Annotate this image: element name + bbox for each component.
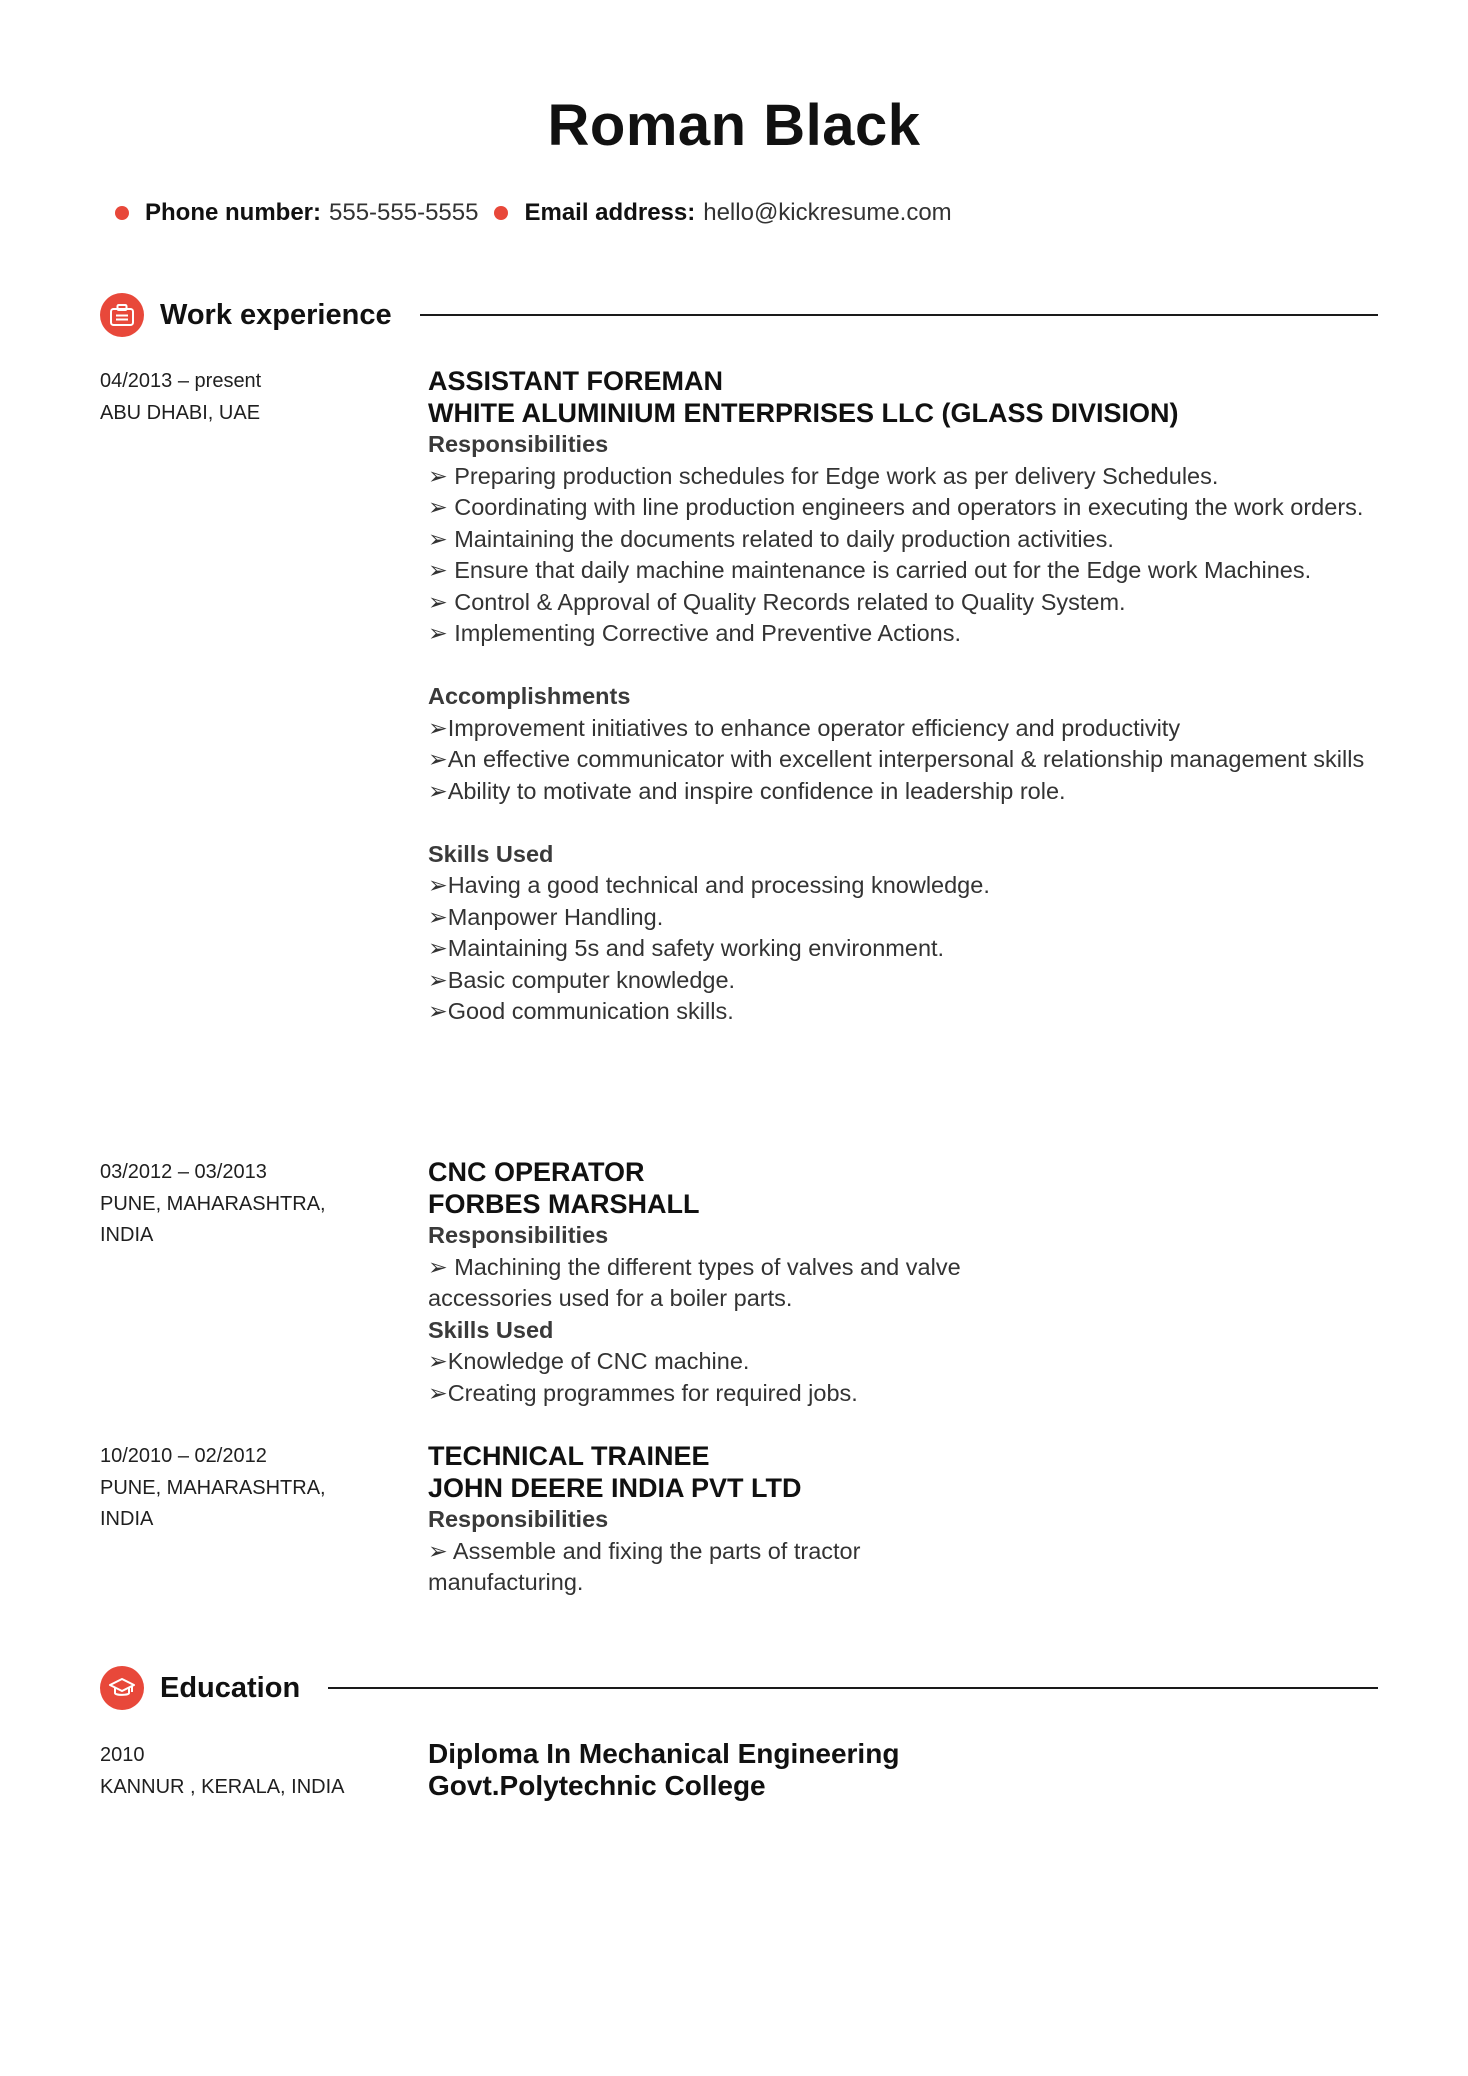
responsibility-item: ➢ Maintaining the documents related to daily production activities.: [428, 525, 1114, 552]
phone-value: 555-555-5555: [329, 199, 479, 226]
briefcase-icon: [100, 293, 144, 337]
responsibilities-heading: Responsibilities: [428, 1222, 609, 1248]
contact-phone: [115, 199, 478, 227]
responsibility-item: ➢ Control & Approval of Quality Records related to Quality System.: [428, 588, 1126, 615]
job-dates: 04/2013 – present: [100, 370, 262, 392]
graduation-cap-icon: [100, 1666, 144, 1710]
education-school: Govt.Polytechnic College: [428, 1770, 766, 1801]
responsibilities-heading: Responsibilities: [428, 1506, 609, 1532]
responsibility-item: ➢ Machining the different types of valves and valve accessories used for a boiler parts.: [428, 1253, 961, 1311]
job-location: ABU DHABI, UAE: [100, 401, 261, 424]
skill-item: ➢Knowledge of CNC machine.: [428, 1348, 750, 1374]
skill-item: ➢Maintaining 5s and safety working environment.: [428, 935, 945, 961]
section-divider: [420, 314, 1378, 316]
job-company: WHITE ALUMINIUM ENTERPRISES LLC (GLASS DIVISION): [428, 397, 1179, 428]
education-meta: [100, 1740, 400, 1803]
job-company: FORBES MARSHALL: [428, 1188, 700, 1219]
skill-item: ➢Creating programmes for required jobs.: [428, 1379, 858, 1406]
accomplishment-item: ➢Ability to motivate and inspire confidence in leadership role.: [428, 777, 1066, 804]
education-degree: Diploma In Mechanical Engineering: [428, 1738, 900, 1769]
section-title: Education: [160, 1671, 301, 1704]
work-experience-header: [100, 292, 1378, 338]
job-title: TECHNICAL TRAINEE: [428, 1441, 710, 1471]
email-label: Email address:: [524, 199, 696, 226]
education-year: 2010: [100, 1744, 145, 1766]
job-entry: [428, 366, 1378, 1028]
job-dates: 10/2010 – 02/2012: [100, 1445, 267, 1467]
section-title: Work experience: [160, 298, 392, 331]
responsibility-item: ➢ Ensure that daily machine maintenance is carried out for the Edge work Machines.: [428, 557, 1312, 583]
education-header: [100, 1665, 1378, 1711]
job-location: PUNE, MAHARASHTRA, INDIA: [100, 1192, 326, 1246]
education-entry: [428, 1738, 1378, 1802]
responsibility-item: ➢ Coordinating with line production engineers and operators in executing the work orders.: [428, 494, 1364, 520]
responsibility-item: ➢ Implementing Corrective and Preventive Actions.: [428, 620, 962, 646]
responsibility-item: ➢ Assemble and fixing the parts of tractor manufacturing.: [428, 1537, 861, 1595]
contact-bar: [115, 196, 968, 230]
section-divider: [328, 1687, 1378, 1689]
job-location: PUNE, MAHARASHTRA, INDIA: [100, 1476, 326, 1530]
job-title: ASSISTANT FOREMAN: [428, 366, 723, 396]
email-value: hello@kickresume.com: [703, 199, 952, 226]
contact-email: [494, 199, 951, 227]
bullet-dot-icon: [494, 206, 508, 220]
candidate-name: Roman Black: [547, 93, 921, 158]
bullet-dot-icon: [115, 206, 129, 220]
job-meta: [100, 366, 360, 429]
job-title: CNC OPERATOR: [428, 1157, 645, 1187]
accomplishments-heading: Accomplishments: [428, 683, 631, 709]
responsibilities-heading: Responsibilities: [428, 431, 609, 457]
job-meta: [100, 1157, 350, 1252]
job-company: JOHN DEERE INDIA PVT LTD: [428, 1472, 802, 1503]
skill-item: ➢Having a good technical and processing knowledge.: [428, 872, 990, 898]
job-meta: [100, 1441, 350, 1536]
accomplishment-item: ➢An effective communicator with excellent interpersonal & relationship management skills: [428, 746, 1365, 772]
accomplishment-item: ➢Improvement initiatives to enhance operator efficiency and productivity: [428, 714, 1181, 741]
phone-label: Phone number:: [145, 199, 322, 226]
skills-heading: Skills Used: [428, 1316, 554, 1343]
job-entry: [428, 1157, 1378, 1409]
skill-item: ➢Manpower Handling.: [428, 903, 664, 930]
skill-item: ➢Basic computer knowledge.: [428, 966, 736, 993]
responsibility-item: ➢ Preparing production schedules for Edge work as per delivery Schedules.: [428, 462, 1219, 489]
job-entry: [428, 1441, 1378, 1599]
skills-heading: Skills Used: [428, 840, 554, 867]
job-dates: 03/2012 – 03/2013: [100, 1161, 267, 1183]
skill-item: ➢Good communication skills.: [428, 998, 734, 1024]
education-location: KANNUR , KERALA, INDIA: [100, 1775, 345, 1798]
